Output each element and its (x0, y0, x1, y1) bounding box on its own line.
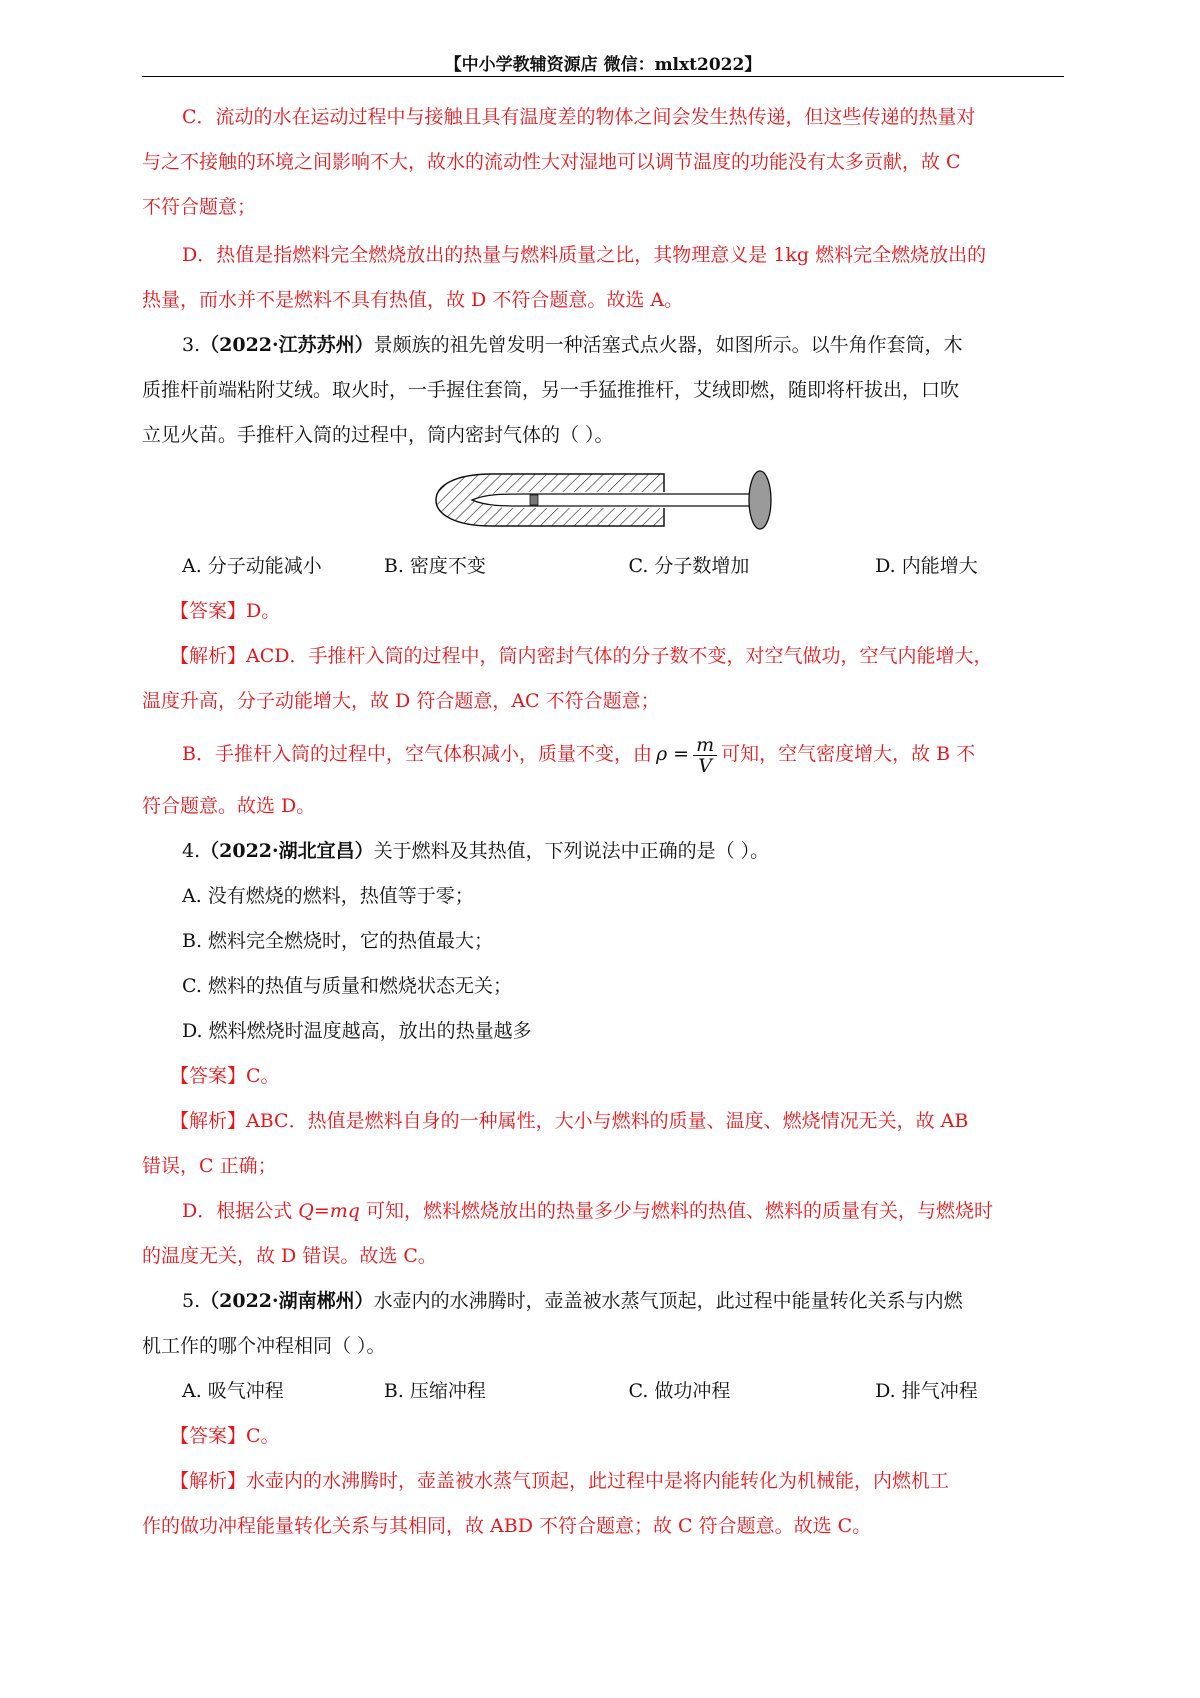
q5-analysis-line1: 【解析】水壶内的水沸腾时，壶盖被水蒸气顶起，此过程中是将内能转化为机械能，内燃机工 (170, 1470, 950, 1492)
q5-answer (142, 1414, 1064, 1459)
q2-option-d-explanation-line1: D．热值是指燃料完全燃烧放出的热量与燃料质量之比，其物理意义是 1kg 燃料完全燃烧放出的 (182, 244, 987, 266)
answer-label: 【答案】 (170, 600, 247, 622)
q4-option-d: D. 燃料燃烧时温度越高，放出的热量越多 (182, 1020, 532, 1042)
answer-label: 【答案】 (170, 1065, 247, 1087)
fraction-numerator: m (693, 735, 717, 756)
density-formula-fraction (693, 735, 717, 776)
moxa-tinder (530, 495, 538, 505)
q3-option-d: D. 内能增大 (875, 555, 978, 577)
q3-option-a: A. 分子动能减小 (182, 555, 322, 577)
q4-number: 4. (182, 840, 201, 862)
q5-option-c: C. 做功冲程 (628, 1380, 731, 1402)
q3-analysis-line1: 【解析】ACD．手推杆入筒的过程中，筒内密封气体的分子数不变，对空气做功，空气内能增大， (170, 645, 993, 667)
answer-label: 【答案】 (170, 1425, 247, 1447)
q4-analysis-line1: 【解析】ABC．热值是燃料自身的一种属性，大小与燃料的质量、温度、燃烧情况无关，故 AB (170, 1110, 969, 1132)
piston-igniter-diagram (432, 464, 772, 536)
q2-option-c-explanation-line3: 不符合题意； (142, 196, 257, 218)
q3-analysis-b-line2: 符合题意。故选 D。 (142, 795, 316, 817)
q5-option-b: B. 压缩冲程 (383, 1380, 486, 1402)
density-formula-lhs: ρ = (655, 743, 690, 765)
q4-answer-value: C。 (246, 1065, 280, 1087)
q4-source: （2022·湖北宜昌） (200, 840, 374, 862)
q2-option-c-explanation-line1: C．流动的水在运动过程中与接触且具有温度差的物体之间会发生热传递，但这些传递的热量对 (182, 106, 976, 128)
q4-option-c: C. 燃料的热值与质量和燃烧状态无关； (182, 975, 512, 997)
q5-stem-line1: 5.（2022·湖南郴州）水壶内的水沸腾时，壶盖被水蒸气顶起，此过程中能量转化关系与内燃 (182, 1290, 963, 1312)
q5-options (142, 1369, 1064, 1414)
push-rod (472, 494, 760, 506)
fraction-denominator: V (698, 754, 712, 777)
q2-option-d-explanation-line2: 热量，而水并不是燃料不具有热值，故 D 不符合题意。故选 A。 (142, 289, 684, 311)
q4-analysis-line2: 错误，C 正确； (142, 1155, 277, 1177)
q4-analysis-d-line1: D．根据公式 Q=mq 可知，燃料燃烧放出的热量多少与燃料的热值、燃料的质量有关，与燃烧时 (182, 1200, 994, 1222)
q4-stem: 4.（2022·湖北宜昌）关于燃料及其热值，下列说法中正确的是（ ）。 (182, 840, 770, 862)
document-body (142, 95, 1064, 1549)
header-divider (142, 76, 1064, 77)
piston-igniter-figure (142, 458, 1064, 544)
q3-stem-text: 景颇族的祖先曾发明一种活塞式点火器，如图所示。以牛角作套筒，木 (373, 334, 963, 356)
q5-source: （2022·湖南郴州） (200, 1290, 374, 1312)
q3-source: （2022·江苏苏州） (200, 334, 374, 356)
q3-option-b: B. 密度不变 (383, 555, 486, 577)
q3-analysis-line2: 温度升高，分子动能增大，故 D 符合题意，AC 不符合题意； (142, 690, 660, 712)
analysis-label: 【解析】 (170, 1110, 247, 1132)
q4-option-b: B. 燃料完全燃烧时，它的热值最大； (182, 930, 494, 952)
rod-handle (749, 471, 771, 529)
q3-option-c: C. 分子数增加 (628, 555, 750, 577)
q3-stem-line2: 质推杆前端粘附艾绒。取火时，一手握住套筒，另一手猛推推杆，艾绒即燃，随即将杆拔出，口吹 (142, 379, 960, 401)
q3-answer (142, 589, 1064, 634)
q3-stem-line3: 立见火苗。手推杆入筒的过程中，筒内密封气体的（ ）。 (142, 424, 614, 446)
q3-analysis-b-line1: B．手推杆入筒的过程中，空气体积减小，质量不变，由 ρ = $\frac{m}{V}$ 可知，空气密度增大，故 B 不 (182, 733, 976, 777)
q5-number: 5. (182, 1290, 201, 1312)
q5-stem-line2: 机工作的哪个冲程相同（ ）。 (142, 1335, 386, 1357)
q4-option-a: A. 没有燃烧的燃料，热值等于零； (182, 885, 474, 907)
q3-options (142, 544, 1064, 589)
q4-answer (142, 1054, 1064, 1099)
q5-option-d: D. 排气冲程 (875, 1380, 978, 1402)
page-header: 【中小学教辅资源店 微信：mlxt2022】 (444, 55, 762, 75)
q3-stem-line1 (142, 323, 1064, 368)
q5-analysis-line2: 作的做功冲程能量转化关系与其相同，故 ABD 不符合题意；故 C 符合题意。故选 C。 (142, 1515, 872, 1537)
q5-option-a: A. 吸气冲程 (182, 1380, 284, 1402)
q2-option-c-explanation-line2: 与之不接触的环境之间影响不大，故水的流动性大对湿地可以调节温度的功能没有太多贡献，故 C (142, 151, 961, 173)
heat-formula: Q=mq (298, 1200, 360, 1222)
analysis-label: 【解析】 (170, 645, 247, 667)
q3-answer-value: D。 (246, 600, 281, 622)
q5-answer-value: C。 (246, 1425, 280, 1447)
analysis-label: 【解析】 (170, 1470, 247, 1492)
q4-analysis-d-line2: 的温度无关，故 D 错误。故选 C。 (142, 1245, 437, 1267)
q3-number: 3. (182, 334, 201, 356)
